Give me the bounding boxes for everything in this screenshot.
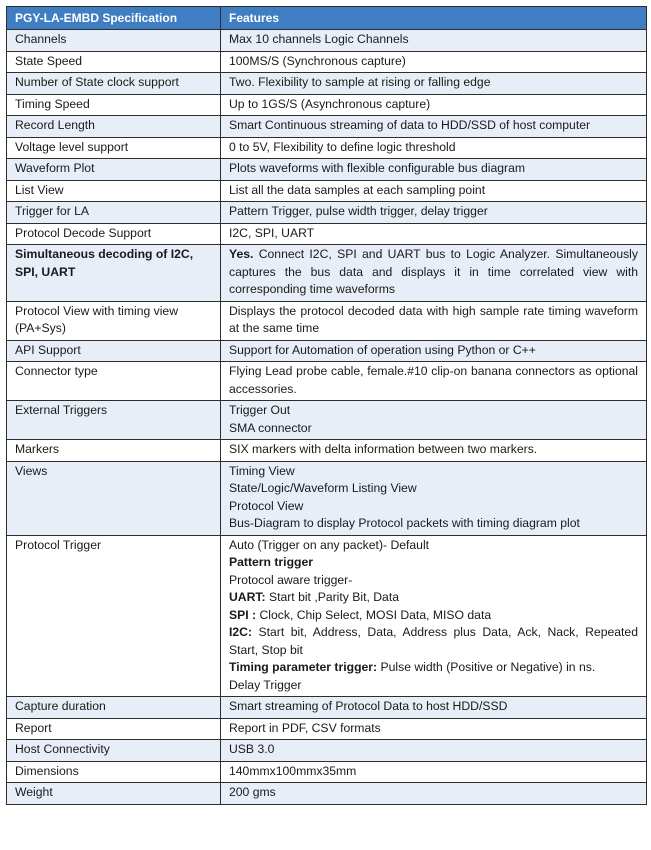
- value-line: Protocol View: [229, 498, 304, 513]
- table-row: [7, 535, 647, 697]
- row-value: Smart streaming of Protocol Data to host HDD/SSD: [221, 697, 647, 719]
- table-row: [7, 761, 647, 783]
- row-value: Two. Flexibility to sample at rising or falling edge: [221, 73, 647, 95]
- row-label: Trigger for LA: [7, 202, 221, 224]
- row-label: Weight: [7, 783, 221, 805]
- row-label: Views: [7, 461, 221, 535]
- table-row: [7, 697, 647, 719]
- specification-table: [6, 6, 647, 805]
- row-label: Protocol View with timing view (PA+Sys): [7, 301, 221, 340]
- value-line: Timing View: [229, 463, 295, 478]
- value-line: [229, 607, 638, 625]
- row-label: Capture duration: [7, 697, 221, 719]
- row-value: Plots waveforms with flexible configurable bus diagram: [221, 159, 647, 181]
- row-label: Report: [7, 718, 221, 740]
- row-value: Max 10 channels Logic Channels: [221, 30, 647, 52]
- row-label: Protocol Trigger: [7, 535, 221, 697]
- spi-label: SPI :: [229, 607, 257, 622]
- header-row: [7, 7, 647, 30]
- row-value: USB 3.0: [221, 740, 647, 762]
- value-line: Protocol aware trigger-: [229, 572, 353, 587]
- header-spec: PGY-LA-EMBD Specification: [7, 7, 221, 30]
- uart-label: UART:: [229, 590, 266, 604]
- row-value: SIX markers with delta information between two markers.: [221, 440, 647, 462]
- table-row: [7, 116, 647, 138]
- row-label: Connector type: [7, 362, 221, 401]
- table-row: [7, 440, 647, 462]
- value-line: [229, 659, 638, 677]
- row-value: I2C, SPI, UART: [221, 223, 647, 245]
- header-features: Features: [221, 7, 647, 30]
- row-value: [221, 461, 647, 535]
- row-value: Smart Continuous streaming of data to HDD/SSD of host computer: [221, 116, 647, 138]
- row-label: Protocol Decode Support: [7, 223, 221, 245]
- row-value: Pattern Trigger, pulse width trigger, delay trigger: [221, 202, 647, 224]
- row-value: Displays the protocol decoded data with high sample rate timing waveform at the same time: [221, 301, 647, 340]
- row-label: API Support: [7, 340, 221, 362]
- table-row: [7, 340, 647, 362]
- row-value: Support for Automation of operation using Python or C++: [221, 340, 647, 362]
- row-label: Channels: [7, 30, 221, 52]
- table-row: [7, 362, 647, 401]
- table-row: [7, 401, 647, 440]
- table-row: [7, 718, 647, 740]
- row-value: 140mmx100mmx35mm: [221, 761, 647, 783]
- value-line: SMA connector: [229, 420, 312, 435]
- spi-text: Clock, Chip Select, MOSI Data, MISO data: [256, 607, 492, 622]
- value-line: Trigger Out: [229, 403, 291, 417]
- value-line: State/Logic/Waveform Listing View: [229, 481, 417, 495]
- value-text: Connect I2C, SPI and UART bus to Logic Analyzer. Simultaneously captures the bus data and displays it in time correlated view with corresponding time waveforms: [229, 247, 638, 296]
- table-row: [7, 137, 647, 159]
- table-row: [7, 783, 647, 805]
- row-label: Number of State clock support: [7, 73, 221, 95]
- row-label: Simultaneous decoding of I2C, SPI, UART: [7, 245, 221, 302]
- row-value: 200 gms: [221, 783, 647, 805]
- table-row: [7, 73, 647, 95]
- table-row: [7, 740, 647, 762]
- value-line: Pattern trigger: [229, 555, 313, 569]
- i2c-label: I2C:: [229, 625, 253, 639]
- row-value: 0 to 5V, Flexibility to define logic threshold: [221, 137, 647, 159]
- row-label: Record Length: [7, 116, 221, 138]
- timing-label: Timing parameter trigger:: [229, 660, 378, 674]
- row-label: State Speed: [7, 51, 221, 73]
- table-row: [7, 461, 647, 535]
- row-label: Waveform Plot: [7, 159, 221, 181]
- value-emphasis: Yes.: [229, 247, 254, 261]
- value-line: [229, 589, 638, 607]
- table-row: [7, 30, 647, 52]
- row-label: Dimensions: [7, 761, 221, 783]
- row-value: Report in PDF, CSV formats: [221, 718, 647, 740]
- row-label: List View: [7, 180, 221, 202]
- table-row: [7, 180, 647, 202]
- row-value: [221, 245, 647, 302]
- row-value: 100MS/S (Synchronous capture): [221, 51, 647, 73]
- row-value: List all the data samples at each sampling point: [221, 180, 647, 202]
- table-row: [7, 94, 647, 116]
- row-value: [221, 535, 647, 697]
- uart-text: Start bit ,Parity Bit, Data: [265, 590, 399, 604]
- table-row: [7, 159, 647, 181]
- row-value: [221, 401, 647, 440]
- table-row: [7, 301, 647, 340]
- i2c-text: Start bit, Address, Data, Address plus Data, Ack, Nack, Repeated Start, Stop bit: [229, 625, 638, 657]
- value-line: [229, 624, 638, 659]
- row-label: External Triggers: [7, 401, 221, 440]
- table-row: [7, 202, 647, 224]
- row-label: Voltage level support: [7, 137, 221, 159]
- row-label: Host Connectivity: [7, 740, 221, 762]
- table-row: [7, 223, 647, 245]
- value-line: Delay Trigger: [229, 677, 302, 692]
- row-label: Markers: [7, 440, 221, 462]
- table-row: [7, 245, 647, 302]
- row-label: Timing Speed: [7, 94, 221, 116]
- value-line: Auto (Trigger on any packet)- Default: [229, 537, 430, 552]
- value-line: Bus-Diagram to display Protocol packets with timing diagram plot: [229, 516, 580, 530]
- row-value: Up to 1GS/S (Asynchronous capture): [221, 94, 647, 116]
- timing-text: Pulse width (Positive or Negative) in ns.: [377, 660, 596, 674]
- table-row: [7, 51, 647, 73]
- row-value: Flying Lead probe cable, female.#10 clip-on banana connectors as optional accessories.: [221, 362, 647, 401]
